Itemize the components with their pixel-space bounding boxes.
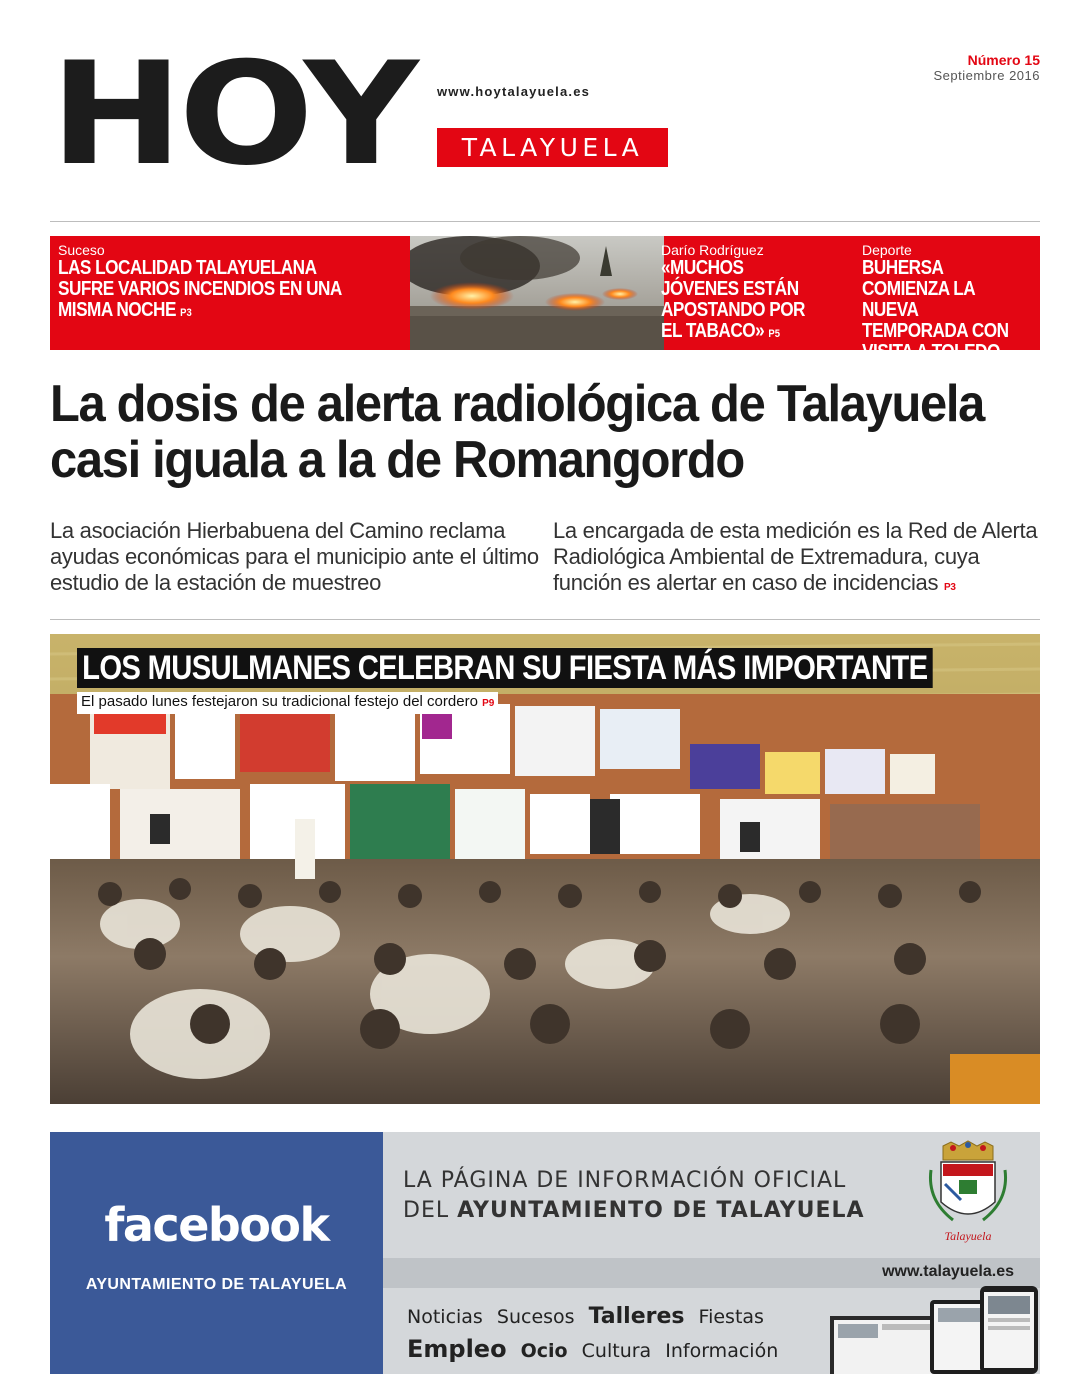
lead-subhead-right xyxy=(553,518,1043,601)
facebook-ad[interactable] xyxy=(50,1132,1040,1374)
section-word: Cultura xyxy=(581,1340,652,1362)
lead-headline[interactable]: La dosis de alerta radiológica de Talayuela casi iguala a la de Romangordo xyxy=(50,375,985,489)
issue-number: Número 15 xyxy=(967,52,1040,68)
teaser-headline: BUHERSA COMIENZA LA NUEVA TEMPORADA CON VISITA A TOLEDO xyxy=(862,257,1009,363)
section-word: Sucesos xyxy=(496,1306,575,1328)
ad-line-2 xyxy=(403,1198,865,1223)
teaser-tabaco[interactable] xyxy=(661,242,831,345)
section-word: Talleres xyxy=(588,1304,685,1329)
divider xyxy=(50,619,1040,620)
town-crest-icon xyxy=(923,1140,1013,1248)
section-word: Fiestas xyxy=(698,1306,764,1328)
facebook-panel xyxy=(50,1132,383,1374)
facebook-logo: facebook xyxy=(104,1198,329,1252)
facebook-page-name: AYUNTAMIENTO DE TALAYUELA xyxy=(85,1276,348,1293)
edition-badge: TALAYUELA xyxy=(437,128,668,167)
caption-text: El pasado lunes festejaron su tradicional festejo del cordero xyxy=(81,693,478,710)
ad-url[interactable]: www.talayuela.es xyxy=(882,1263,1014,1280)
site-url[interactable]: www.hoytalayuela.es xyxy=(437,84,591,99)
teaser-buhersa[interactable] xyxy=(862,242,1052,366)
lead-subhead-left: La asociación Hierbabuena del Camino reclama ayudas económicas para el municipio ante el último estudio de la estación de muestreo xyxy=(50,518,539,595)
page-ref: P15 xyxy=(1004,349,1021,361)
teaser-headline: LAS LOCALIDAD TALAYUELANA SUFRE VARIOS INCENDIOS EN UNA MISMA NOCHE xyxy=(58,257,342,321)
issue-date: Septiembre 2016 xyxy=(933,68,1040,83)
photo-story-title[interactable]: LOS MUSULMANES CELEBRAN SU FIESTA MÁS IMPORTANTE xyxy=(77,648,933,688)
ad-line-1: LA PÁGINA DE INFORMACIÓN OFICIAL xyxy=(403,1168,847,1193)
masthead-logo: HOY xyxy=(50,32,415,197)
section-word: Información xyxy=(665,1340,779,1362)
ad-sections xyxy=(407,1304,807,1363)
page-ref: P5 xyxy=(768,328,781,340)
ad-line-2-bold: AYUNTAMIENTO DE TALAYUELA xyxy=(457,1198,865,1223)
teaser-incendios[interactable] xyxy=(58,242,388,324)
divider xyxy=(50,221,1040,222)
photo-story-caption xyxy=(77,692,498,714)
teaser-kicker: Deporte xyxy=(862,242,912,258)
teaser-headline: «MUCHOS JÓVENES ESTÁN APOSTANDO POR EL TABACO» xyxy=(661,257,805,342)
page-ref: P9 xyxy=(482,698,495,709)
ad-line-2-prefix: DEL xyxy=(403,1198,450,1223)
teaser-kicker: Darío Rodríguez xyxy=(661,242,764,258)
section-word: Noticias xyxy=(407,1306,483,1328)
fire-photo xyxy=(410,236,664,350)
section-word: Ocio xyxy=(520,1340,568,1362)
crest-label: Talayuela xyxy=(944,1229,992,1243)
teaser-kicker: Suceso xyxy=(58,242,105,258)
devices-illustration xyxy=(830,1282,1040,1374)
subhead-text: La encargada de esta medición es la Red de Alerta Radiológica Ambiental de Extremadura, cuya función es alertar en caso de incidencias xyxy=(553,518,1038,595)
page-ref: P3 xyxy=(180,307,192,319)
page-ref: P3 xyxy=(943,582,956,593)
section-word: Empleo xyxy=(407,1335,507,1363)
teaser-bar xyxy=(50,236,1040,363)
